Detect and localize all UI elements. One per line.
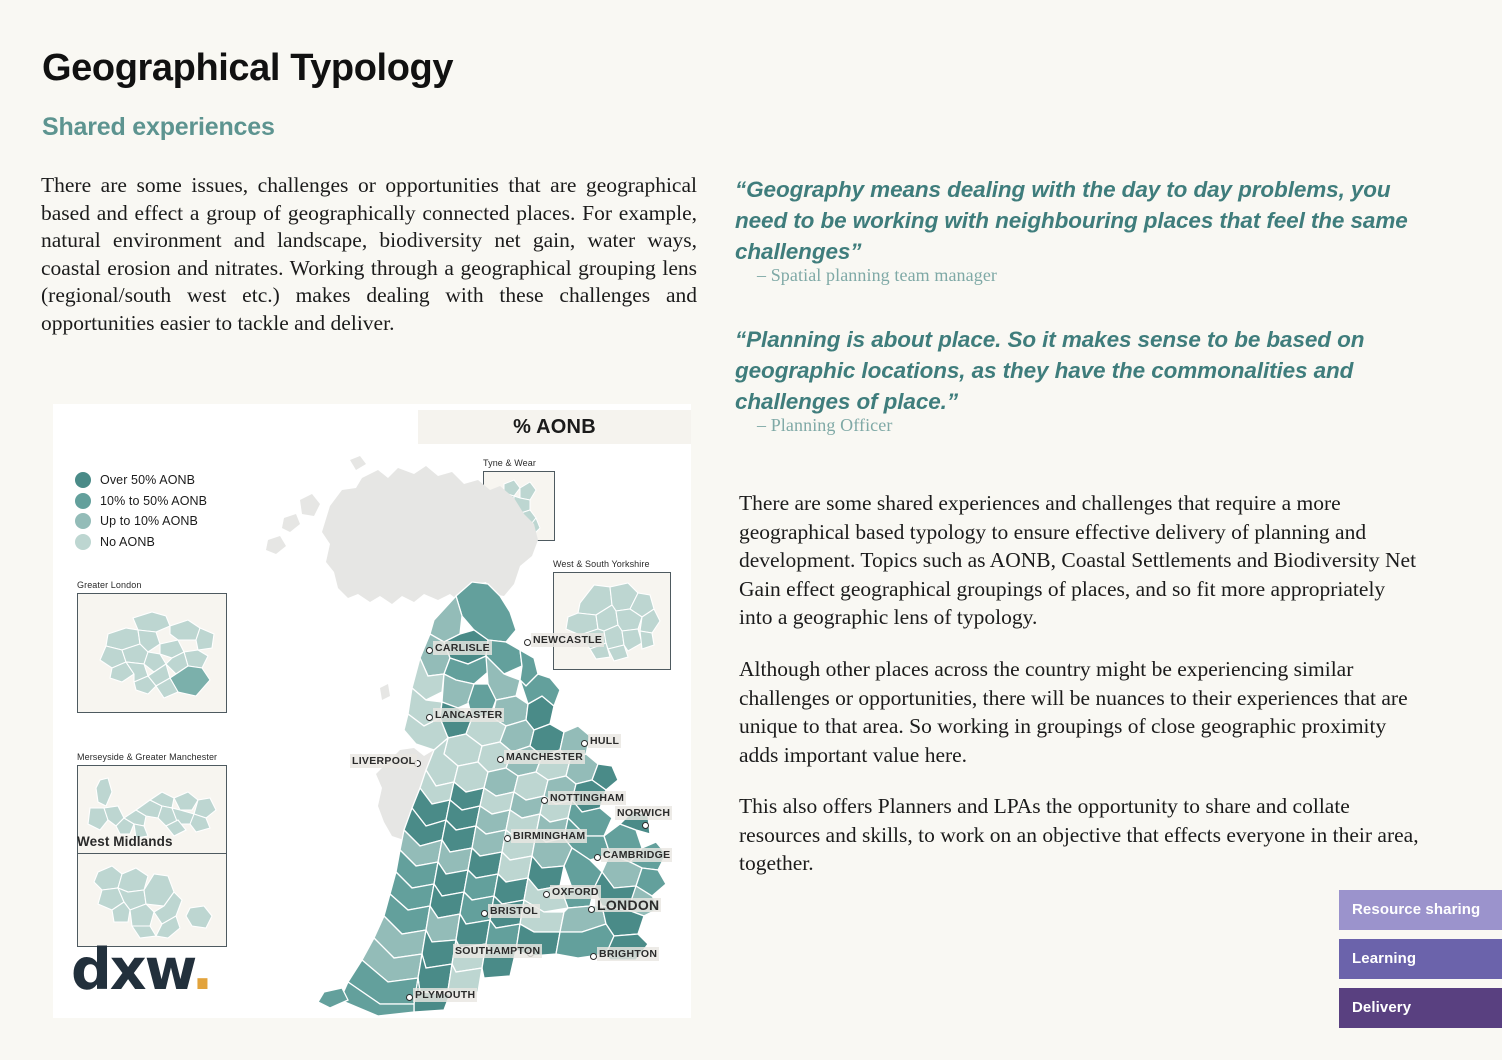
legend-swatch-icon [75,493,91,509]
city-label-brighton: BRIGHTON [599,948,658,960]
city-dot [543,891,550,898]
city-dot [524,639,531,646]
city-label-birmingham: BIRMINGHAM [513,830,586,842]
city-dot [541,797,548,804]
map-legend [75,470,207,552]
legend-label: Up to 10% AONB [100,514,198,529]
inset-label: West Midlands [77,834,173,849]
city-dot [481,910,488,917]
quote-1-attribution: – Spatial planning team manager [757,265,998,285]
city-dot [406,994,413,1001]
page-subtitle: Shared experiences [42,113,275,141]
city-dot [504,835,511,842]
legend-item [75,491,207,512]
city-label-newcastle: NEWCASTLE [533,634,603,646]
greater-london-shape [78,594,226,712]
city-label-hull: HULL [590,735,620,747]
inset-map-west-midlands [77,853,227,947]
city-label-carlisle: CARLISLE [435,642,490,654]
side-tab-resource-sharing[interactable]: Resource sharing [1339,890,1502,930]
page-title: Geographical Typology [42,47,454,89]
legend-label: No AONB [100,534,155,549]
city-label-plymouth: PLYMOUTH [415,989,476,1001]
legend-swatch-icon [75,534,91,550]
city-dot [588,906,595,913]
legend-item [75,511,207,532]
west-midlands-shape [78,854,226,946]
city-label-liverpool: LIVERPOOL [352,755,416,767]
body-paragraph-2: Although other places across the country might be experiencing similar challenges or opportunities, there will be nuances to their experiences that are unique to that area. So working in groupings of close geographic proximity adds important value here. [739,657,1408,767]
quote-1: “Geography means dealing with the day to day problems, you need to be working with neighbouring places that feel the same challenges” [735,177,1408,264]
city-dot [426,647,433,654]
map-title: % AONB [513,416,596,438]
inset-label: Tyne & Wear [483,458,536,468]
city-label-oxford: OXFORD [552,886,599,898]
city-label-southampton: SOUTHAMPTON [455,945,541,957]
body-paragraph-3: This also offers Planners and LPAs the opportunity to share and collate resources and skills, to work on an objective that effects everyone in their area, together. [739,794,1419,875]
inset-label: West & South Yorkshire [553,559,650,569]
side-tab-delivery[interactable]: Delivery [1339,988,1502,1028]
quote-2: “Planning is about place. So it makes sense to be based on geographic locations, as they have the commonalities and challenges of place.” [735,327,1365,414]
dxw-logo-dot: . [191,937,212,1003]
inset-greater-london [77,580,227,713]
legend-item [75,470,207,491]
inset-map-greater-london [77,593,227,713]
city-label-norwich: NORWICH [617,807,671,819]
inset-west-midlands [77,834,227,947]
city-label-london: LONDON [597,897,660,913]
city-dot [497,756,504,763]
city-label-cambridge: CAMBRIDGE [603,849,671,861]
city-dot [426,714,433,721]
side-tabs [1339,890,1502,1037]
main-map-england [238,444,691,1018]
legend-swatch-icon [75,472,91,488]
city-dot [590,953,597,960]
legend-item [75,532,207,553]
quote-2-attribution: – Planning Officer [757,415,893,435]
city-dot [594,854,601,861]
england-choropleth [238,444,691,1018]
city-label-nottingham: NOTTINGHAM [550,792,625,804]
city-dot [642,822,649,829]
legend-swatch-icon [75,513,91,529]
city-label-bristol: BRISTOL [490,905,538,917]
intro-paragraph: There are some issues, challenges or opportunities that are geographical based and effect a group of geographically connected places. For example, natural environment and landscape, biodiversity net gain, water ways, coastal erosion and nitrates. Working through a geographical grouping lens (regional/south west etc.) makes dealing with these challenges and opportunities easier to tackle and deliver. [41,173,697,335]
inset-label: Greater London [77,580,142,590]
dxw-logo-text: dxw [71,937,192,1003]
body-paragraph-1: There are some shared experiences and challenges that require a more geographical based typology to ensure effective delivery of planning and development. Topics such as AONB, Coastal Settlements and Biodiversity Net Gain effect geographical groupings of places, and so fit more appropriately into a geographic lens of typology. [739,491,1417,629]
side-tab-learning[interactable]: Learning [1339,939,1502,979]
city-label-lancaster: LANCASTER [435,709,503,721]
dxw-logo [71,937,211,1003]
legend-label: Over 50% AONB [100,473,196,488]
city-label-manchester: MANCHESTER [506,751,584,763]
inset-label: Merseyside & Greater Manchester [77,752,218,762]
aonb-map-card [53,404,691,1018]
legend-label: 10% to 50% AONB [100,493,208,508]
city-dot [581,740,588,747]
